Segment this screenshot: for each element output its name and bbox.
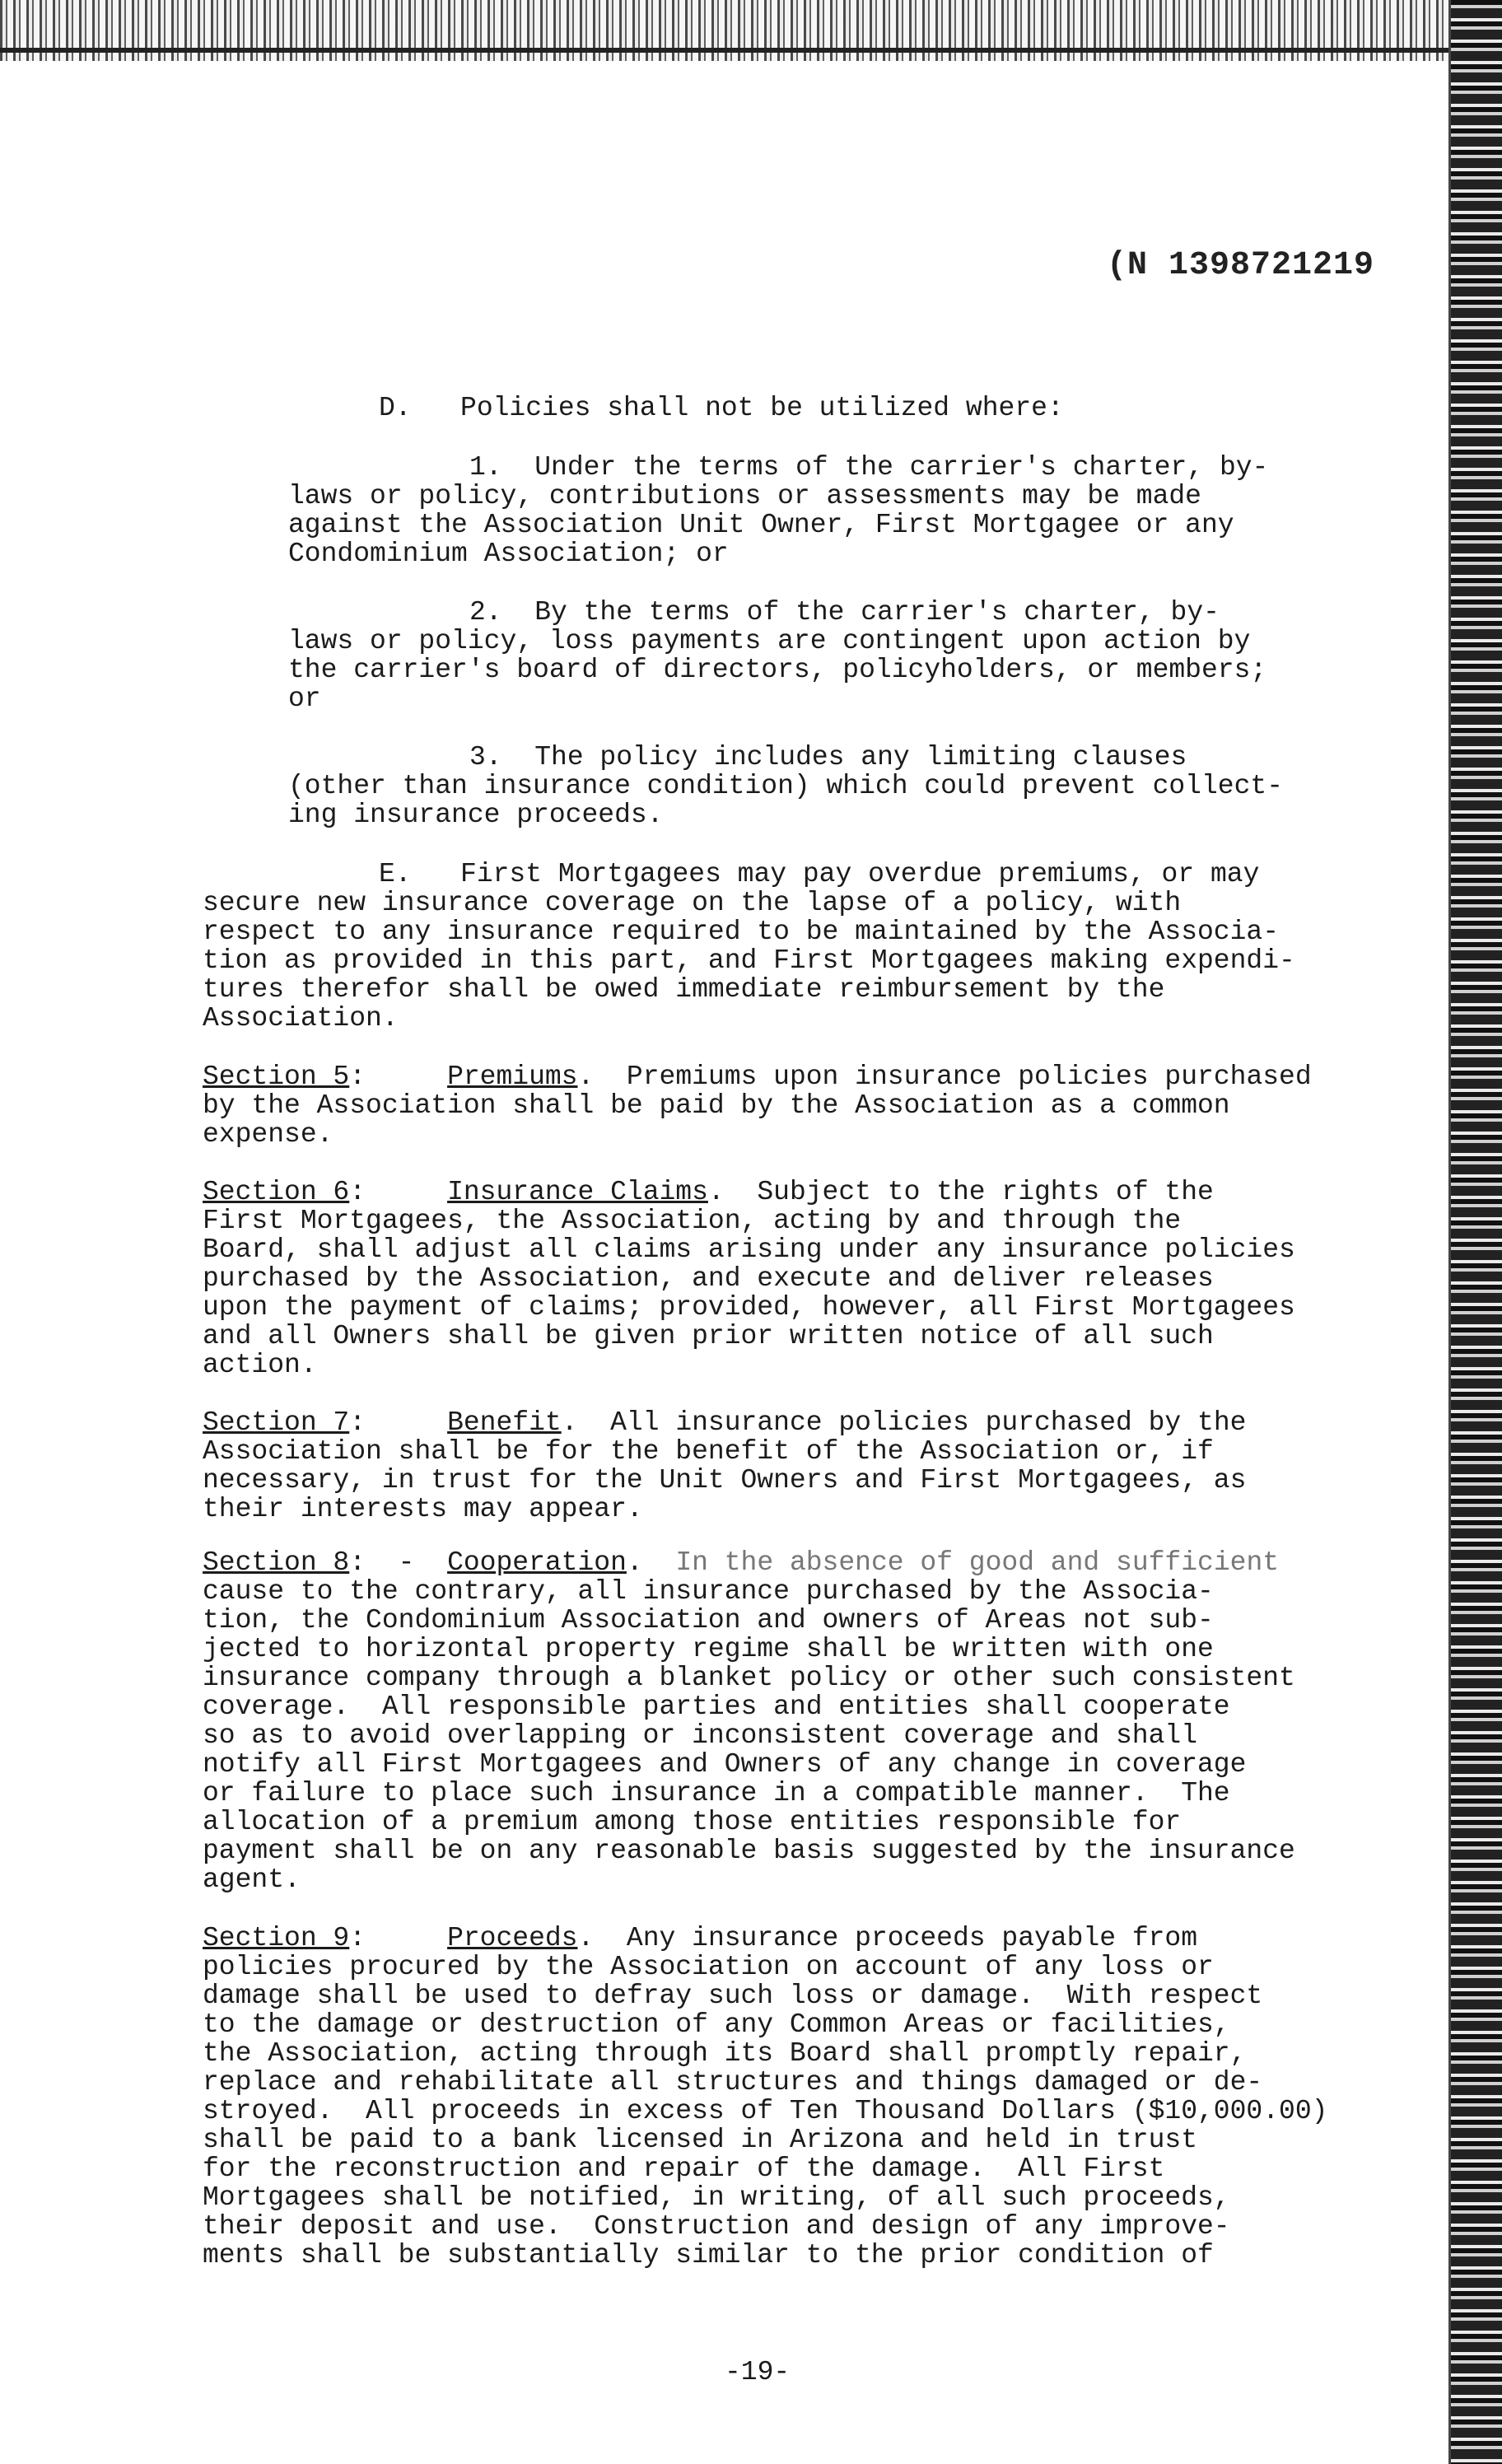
page-number: -19- — [725, 2357, 791, 2387]
section-6-lead: Subject to the rights of the — [757, 1177, 1214, 1207]
policies-item-2-text: 2. By the terms of the carrier's charter, by- laws or policy, loss payments are contingent upon action by the carrier's board of directors, policyholders, or members; or — [288, 597, 1267, 714]
section-9-first-line: Section 9: Proceeds. Any insurance proceeds payable from — [203, 1923, 1198, 1953]
section-8-label: Section 8 — [203, 1547, 350, 1578]
section-8-lead: In the absence of good and sufficient — [675, 1547, 1280, 1578]
scan-top-rule — [0, 48, 1502, 53]
paragraph-e — [203, 860, 1295, 1033]
section-7-title: Benefit — [447, 1407, 562, 1438]
document-number: (N 1398721219 — [1107, 247, 1375, 284]
policies-item-3-text: 3. The policy includes any limiting clauses (other than insurance condition) which could prevent collect- ing insurance proceeds. — [288, 742, 1283, 830]
section-6-body: First Mortgagees, the Association, acting by and through the Board, shall adjust all claims arising under any insurance policies purchased by the Association, and execute and deliver releases upon the payment of claims; provided, however, all First Mortgagees and all Owners shall be given prior written notice of all such action. — [203, 1206, 1295, 1380]
section-6-label: Section 6 — [203, 1177, 350, 1207]
scan-right-edge-line — [1448, 0, 1451, 2464]
policies-item-1 — [288, 453, 1268, 568]
policies-heading: D. Policies shall not be utilized where: — [379, 393, 1064, 423]
section-7-body: Association shall be for the benefit of the Association or, if necessary, in trust for the Unit Owners and First Mortgagees, as their interests may appear. — [203, 1436, 1247, 1524]
section-9-body: policies procured by the Association on account of any loss or damage shall be used to defray such loss or damage. With respect to the damage or destruction of any Common Areas or facilities, the Association, acting through its Board shall promptly repair, replace and rehabilitate all structures and things damaged or de- stroyed. All proceeds in excess of Ten Thousand Dollars ($10,000.00) shall be paid to a bank licensed in Arizona and held in trust for the reconstruction and repair of the damage. All First Mortgagees shall be notified, in writing, of all such proceeds, their deposit and use. Construction and design of any improve- ments shall be substantially similar to the prior condition of — [203, 1952, 1328, 2270]
section-5-label: Section 5 — [203, 1062, 350, 1092]
section-8-body: cause to the contrary, all insurance purchased by the Associa- tion, the Condominium Association and owners of Areas not sub- jected to horizontal property regime shall be written with one insurance company through a blanket policy or other such consistent coverage. All responsible parties and entities shall cooperate so as to avoid overlapping or inconsistent coverage and shall notify all First Mortgagees and Owners of any change in coverage or failure to place such insurance in a compatible manner. The allocation of a premium among those entities responsible for payment shall be on any reasonable basis suggested by the insurance agent. — [203, 1576, 1295, 1895]
section-7-label: Section 7 — [203, 1407, 350, 1438]
section-7-first-line: Section 7: Benefit. All insurance policies purchased by the — [203, 1407, 1247, 1438]
scan-right-edge-noise — [1451, 0, 1502, 2464]
section-9-lead: Any insurance proceeds payable from — [626, 1923, 1198, 1953]
section-5-title: Premiums — [447, 1062, 578, 1092]
section-9-label: Section 9 — [203, 1923, 350, 1953]
section-5-lead: Premiums upon insurance policies purchased — [626, 1062, 1312, 1092]
policies-item-2 — [288, 598, 1266, 713]
section-5-body: by the Association shall be paid by the Association as a common expense. — [203, 1090, 1230, 1150]
paragraph-e-text: E. First Mortgagees may pay overdue premiums, or may secure new insurance coverage on the lapse of a policy, with respect to any insurance required to be maintained by the Associa- tion as provided in this part, and First Mortgagees making expendi- tures therefor shall be owed immediate reimbursement by the Association. — [203, 859, 1295, 1034]
section-7-lead: All insurance policies purchased by the — [610, 1407, 1247, 1438]
section-8-first-line: Section 8: - Cooperation. In the absence of good and sufficient — [203, 1547, 1280, 1578]
section-5-first-line: Section 5: Premiums. Premiums upon insurance policies purchased — [203, 1062, 1312, 1092]
policies-item-3 — [288, 743, 1283, 829]
section-9-title: Proceeds — [447, 1923, 578, 1953]
section-6-title: Insurance Claims — [447, 1177, 708, 1207]
policies-item-1-text: 1. Under the terms of the carrier's charter, by- laws or policy, contributions or assessments may be made against the Association Unit Owner, First Mortgagee or any Condominium Association; or — [288, 452, 1269, 569]
section-8-title: Cooperation — [447, 1547, 627, 1578]
section-6-first-line: Section 6: Insurance Claims. Subject to the rights of the — [203, 1177, 1214, 1207]
